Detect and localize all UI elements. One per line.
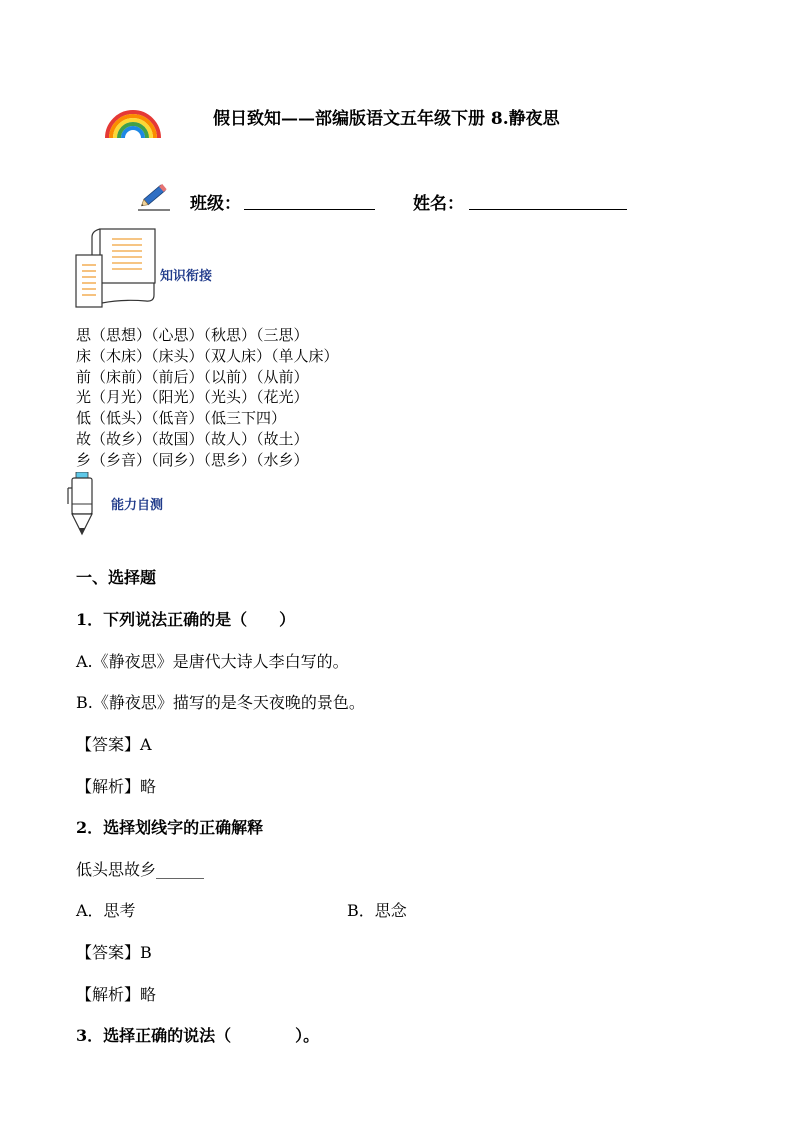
vocab-row: 乡（乡音）（同乡）（思乡）（水乡） — [76, 450, 309, 469]
question-2-stem: 2．选择划线字的正确解释 — [76, 818, 264, 837]
question-2-analysis: 【解析】略 — [76, 985, 157, 1004]
quiz-section-title: 一、选择题 — [76, 568, 157, 587]
question-1-stem: 1．下列说法正确的是（ ） — [76, 610, 296, 629]
class-label: 班级： — [190, 194, 241, 214]
selftest-section-title: 能力自测 — [111, 498, 164, 513]
rainbow-icon — [104, 106, 162, 140]
name-input-line[interactable] — [469, 209, 627, 210]
question-1-answer: 【答案】A — [76, 735, 152, 754]
scroll-document-icon — [74, 227, 158, 309]
question-1-option-a: A.《静夜思》是唐代大诗人李白写的。 — [76, 652, 349, 671]
page-title: 假日致知——部编版语文五年级下册 8.静夜思 — [213, 109, 560, 129]
vocab-row: 床（木床）（床头）（双人床）（单人床） — [76, 346, 339, 365]
question-3-stem: 3．选择正确的说法（ ）。 — [76, 1026, 320, 1045]
name-label: 姓名： — [413, 194, 464, 214]
knowledge-section-title: 知识衔接 — [160, 269, 213, 284]
vocab-list — [76, 325, 339, 471]
pen-icon — [66, 472, 98, 538]
question-2-answer: 【答案】B — [76, 943, 152, 962]
class-input-line[interactable] — [244, 209, 375, 210]
question-1-option-b: B.《静夜思》描写的是冬天夜晚的景色。 — [76, 693, 365, 712]
question-2-line: 低头思故乡______ — [76, 860, 205, 879]
question-2-option-a: A．思考 — [76, 901, 136, 920]
vocab-row: 前（床前）（前后）（以前）（从前） — [76, 367, 309, 386]
pencil-icon — [136, 180, 172, 212]
question-1-analysis: 【解析】略 — [76, 777, 157, 796]
vocab-row: 思（思想）（心思）（秋思）（三思） — [76, 326, 309, 344]
vocab-row: 故（故乡）（故国）（故人）（故土） — [76, 429, 309, 448]
vocab-row: 低（低头）（低音）（低三下四） — [76, 409, 287, 428]
question-2-option-b: B．思念 — [347, 901, 407, 920]
vocab-row: 光（月光）（阳光）（光头）（花光） — [76, 388, 309, 407]
